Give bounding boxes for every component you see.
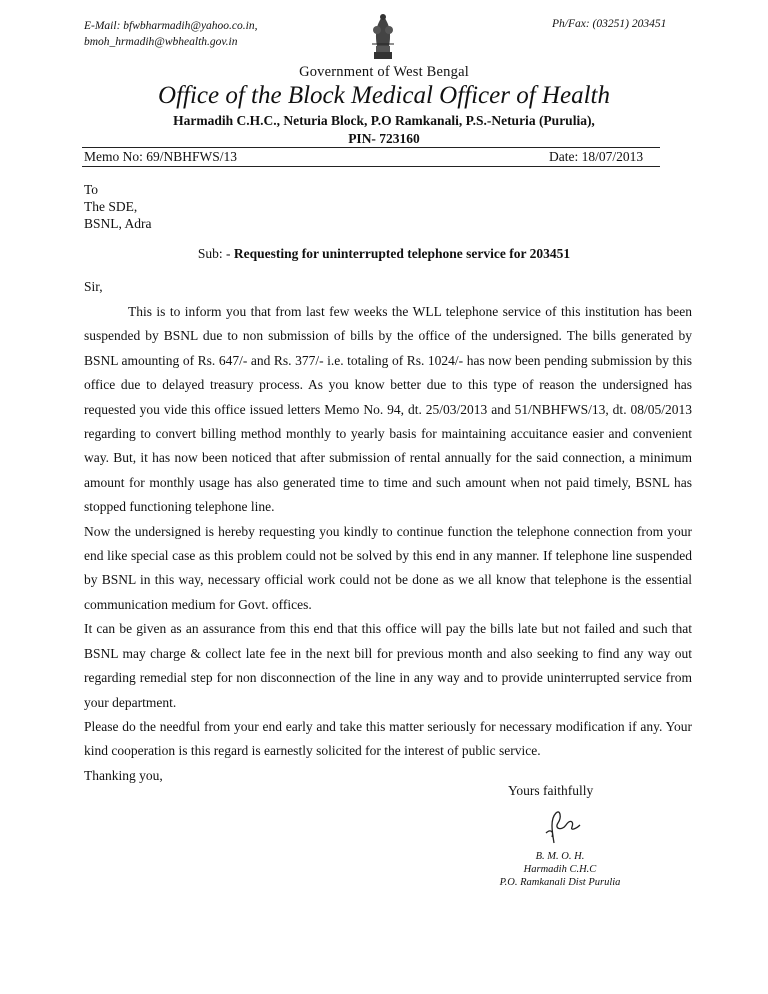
email-line-1: E-Mail: bfwbharmadih@yahoo.co.in, — [84, 20, 258, 32]
subject-text: Requesting for uninterrupted telephone service for 203451 — [233, 246, 571, 261]
phone-fax: Ph/Fax: (03251) 203451 — [552, 18, 667, 30]
office-address — [0, 112, 768, 148]
recipient-org: BSNL, Adra — [84, 216, 152, 231]
memo-number: Memo No: 69/NBHFWS/13 — [84, 149, 238, 164]
government-title: Government of West Bengal — [299, 64, 469, 80]
body-paragraph-1: This is to inform you that from last few weeks the WLL telephone service of this institution has been suspended by BSNL due to non submission of bills by the office of the undersigned. The bills generated by BSNL amounting of Rs. 647/- and Rs. 377/- i.e. totaling of Rs. 1024/- has now been pending submission by this office due to delayed treasury process. As you know better due to this type of reason the undersigned has requested you vide this office issued letters Memo No. 94, dt. 25/03/2013 and 51/NBHFWS/13, dt. 08/05/2013 regarding to convert billing method monthly to yearly basis for maintaining accuitance easier and convenient way. But, it has now been noticed that after submission of rental annually for the said connection, a minimum amount for monthly usage has also generated time to time and such amount when not paid timely, BSNL has stopped functioning telephone line. — [84, 304, 692, 515]
body-paragraph-5: Thanking you, — [84, 767, 163, 783]
email-block — [84, 18, 257, 50]
signatory-location: P.O. Ramkanali Dist Purulia — [499, 877, 621, 888]
signature-icon — [540, 803, 590, 847]
body-paragraph-3: It can be given as an assurance from this end that this office will pay the bills late but not failed and such that BSNL may charge & collect late fee in the next bill for previous month and also seeking to find any way out regarding remedial step for non disconnection of the line in any way and to provide uninterrupted service from your department. — [84, 621, 692, 710]
subject-prefix: Sub: - — [197, 246, 234, 261]
subject-line — [0, 246, 768, 262]
memo-date: Date: 18/07/2013 — [549, 149, 644, 164]
body-paragraph-4: Please do the needful from your end early and take this matter seriously for necessary modification if any. Your kind cooperation is this regard is earnestly solicited for the interest of public service. — [84, 718, 692, 759]
office-title: Office of the Block Medical Officer of Health — [158, 82, 610, 109]
address-pin: PIN- 723160 — [348, 131, 420, 146]
signatory-block — [480, 850, 640, 889]
signatory-institution: Harmadih C.H.C — [523, 864, 597, 875]
recipient-to: To — [84, 182, 99, 197]
body-paragraph-2: Now the undersigned is hereby requesting you kindly to continue function the telephone connection from your end like special case as this problem could not be solved by this end in any manner. If telephone line suspended by BSNL in this way, necessary official work could not be done as we all know that telephone is the essential communication medium for Govt. offices. — [84, 523, 692, 612]
state-emblem-icon — [364, 8, 402, 62]
email-line-2: bmoh_hrmadih@wbhealth.gov.in — [84, 36, 238, 48]
signatory-designation: B. M. O. H. — [535, 851, 585, 862]
recipient-title: The SDE, — [84, 199, 138, 214]
closing-yours: Yours faithfully — [508, 783, 594, 798]
divider-top — [82, 147, 660, 148]
letter-body — [84, 300, 692, 788]
divider-bottom — [82, 166, 660, 167]
recipient-block — [84, 181, 152, 232]
address-line-1: Harmadih C.H.C., Neturia Block, P.O Ramkanali, P.S.-Neturia (Purulia), — [173, 113, 595, 128]
salutation: Sir, — [84, 279, 103, 294]
